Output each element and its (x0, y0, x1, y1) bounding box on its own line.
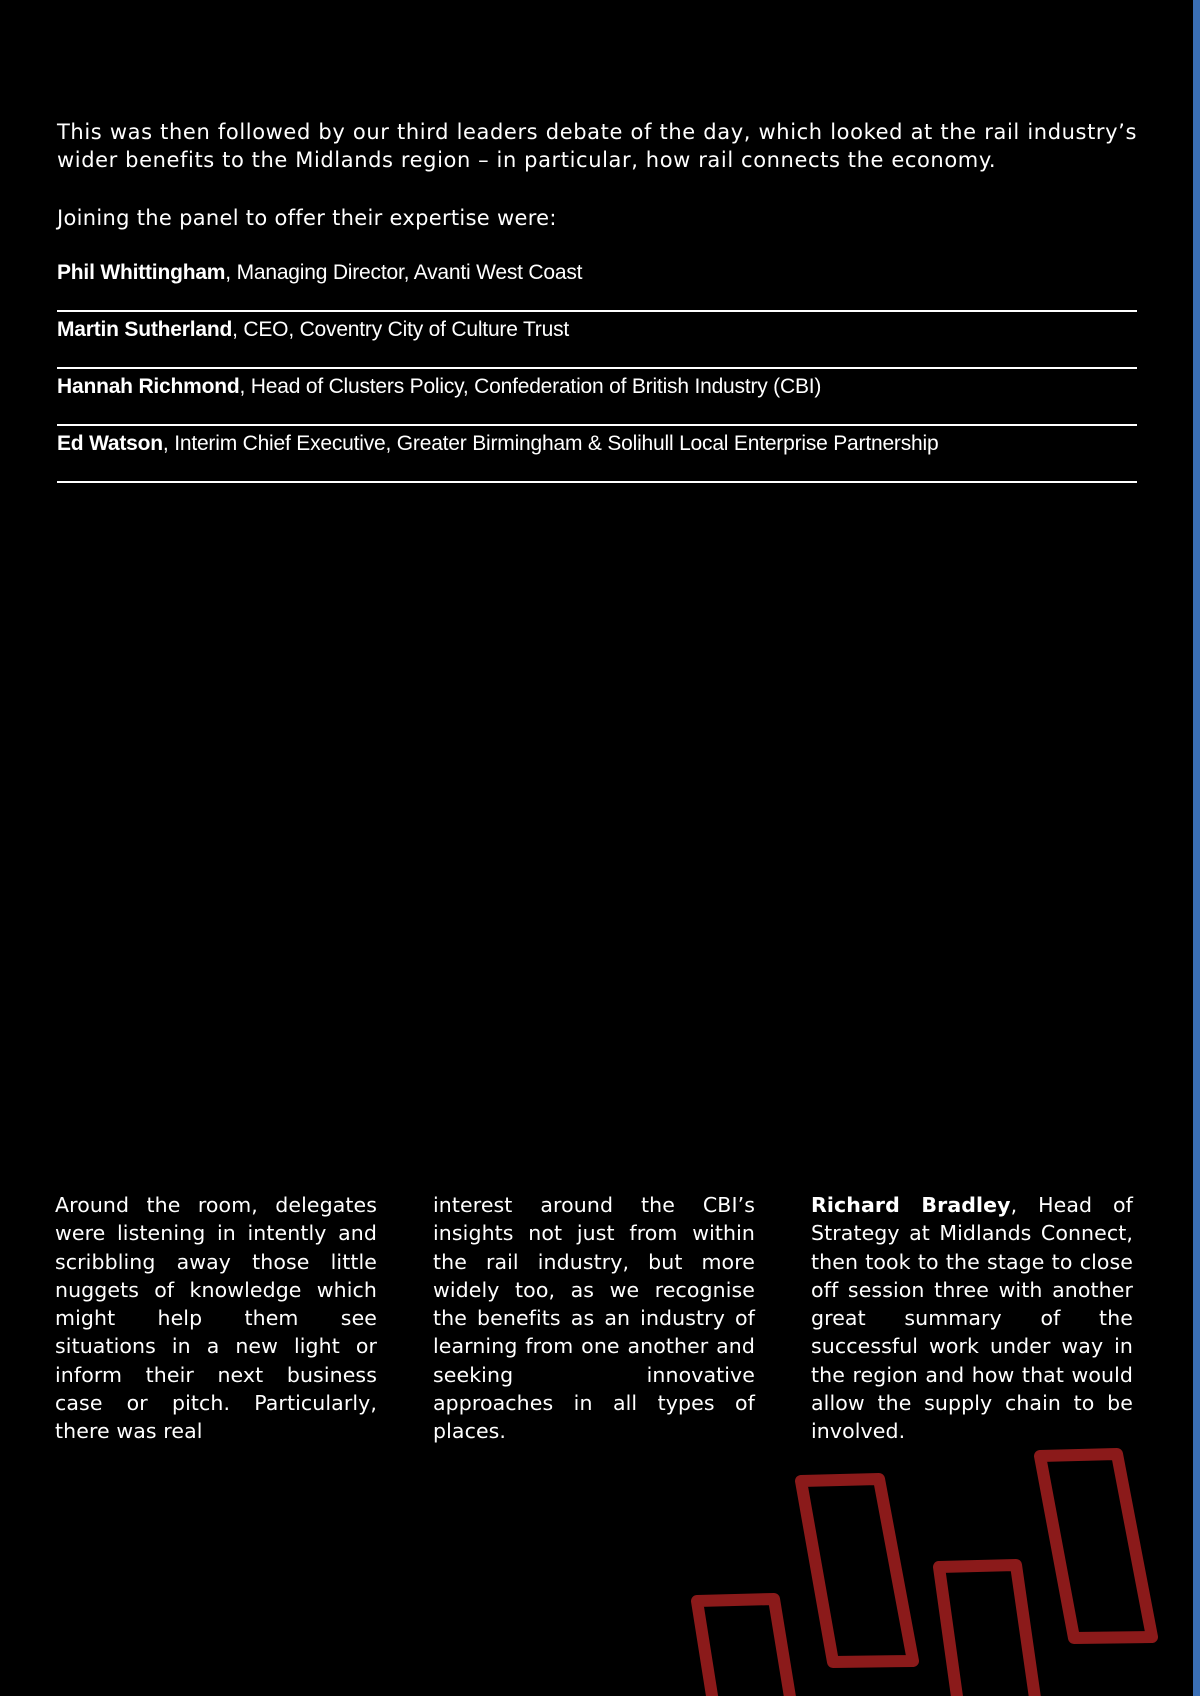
panel-member-role: CEO, Coventry City of Culture Trust (243, 318, 570, 341)
panel-lead-text: Joining the panel to offer their expertise were: (57, 206, 557, 230)
intro-paragraph: This was then followed by our third leaders debate of the day, which looked at the rail industry’s wider benefits to the Midlands region – in particular, how rail connects the economy. (57, 120, 1137, 172)
panel-member-separator: , (225, 261, 237, 284)
decorative-bar-4 (1040, 1454, 1152, 1638)
bars-group (697, 1454, 1152, 1696)
panel-member (57, 312, 1137, 369)
panel-member-separator: , (239, 375, 251, 398)
body-column-1: Around the room, delegates were listening in intently and scribbling away those little nuggets of knowledge which might help them see situations in a new light or inform their next business case or pitch. Particularly, there was real (55, 1193, 377, 1444)
body-column-3 (811, 1191, 1133, 1446)
decorative-bar-2 (801, 1479, 913, 1662)
panel-member-role: Managing Director, Avanti West Coast (236, 261, 583, 284)
panel-member (57, 256, 1137, 312)
body-column-2: interest around the CBI’s insights not just from within the rail industry, but more widely too, as we recognise the benefits as an industry of learning from one another and seeking innovative approaches in all types of places. (433, 1193, 755, 1444)
speaker-name: Richard Bradley (811, 1193, 1011, 1217)
decorative-bar-1 (697, 1599, 797, 1696)
panel-member-name: Ed Watson (57, 432, 163, 455)
decorative-bar-3 (939, 1565, 1041, 1696)
panel-member-separator: , (232, 318, 244, 341)
panel-member-separator: , (162, 432, 175, 455)
panel-member-role: Interim Chief Executive, Greater Birmingham & Solihull Local Enterprise Partnership (174, 432, 939, 455)
panel-list (57, 256, 1137, 483)
panel-member (57, 369, 1137, 426)
panel-member-name: Martin Sutherland (57, 318, 233, 341)
panel-member-name: Phil Whittingham (57, 261, 226, 284)
panel-member-name: Hannah Richmond (57, 375, 240, 398)
panel-member-role: Head of Clusters Policy, Confederation of British Industry (CBI) (250, 375, 822, 398)
page-edge-stripe (1193, 0, 1200, 1696)
speaker-description: , Head of Strategy at Midlands Connect, then took to the stage to close off session three with another great summary of the successful work under way in the region and how that would allow the supply chain to be involved. (811, 1193, 1134, 1444)
panel-member (57, 426, 1137, 483)
